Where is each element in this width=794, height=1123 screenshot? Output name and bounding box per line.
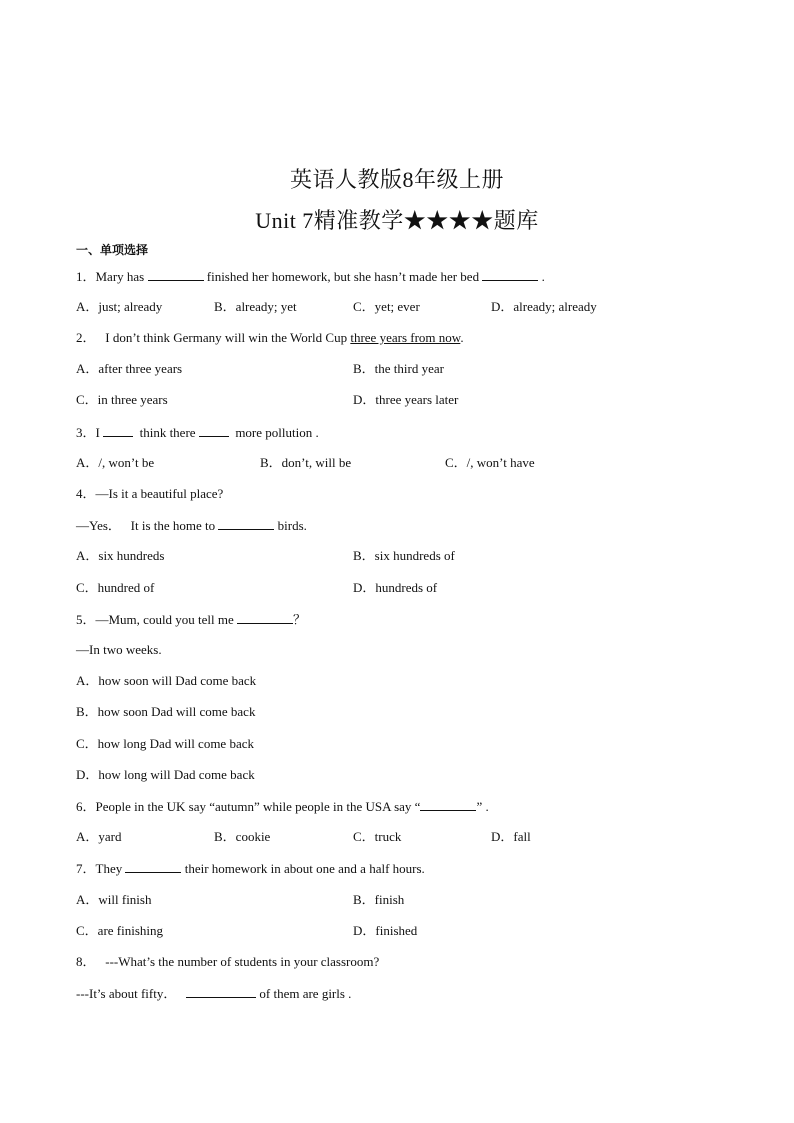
underlined-phrase: three years from now: [350, 330, 461, 345]
question-1-option-a: A．just; already: [76, 299, 163, 314]
document-subtitle: Unit 7精准教学★★★★题库: [255, 208, 539, 233]
question-2-stem: [76, 330, 464, 346]
question-1-option-b: B．already; yet: [214, 299, 297, 314]
question-4-option-b: B．six hundreds of: [353, 548, 455, 563]
question-7-stem: [76, 860, 425, 877]
question-5-option-d: D．how long will Dad come back: [76, 767, 255, 782]
stem-text: —Yes． It is the home to: [76, 518, 219, 533]
question-5-option-c: C．how long Dad will come back: [76, 736, 254, 751]
question-7-option-c: C．are finishing: [76, 923, 164, 938]
question-6-stem: [76, 798, 489, 815]
question-1-stem: [76, 268, 545, 285]
stem-text: think there: [133, 425, 199, 440]
question-3-option-a: A．/, won’t be: [76, 455, 155, 470]
question-1-option-d: D．already; already: [491, 299, 597, 314]
section-heading: 一、单项选择: [76, 243, 149, 257]
question-4-option-d: D．hundreds of: [353, 580, 438, 595]
question-3-option-b: B．don’t, will be: [260, 455, 352, 470]
answer-blank: [186, 985, 256, 998]
stem-text: ” .: [476, 799, 489, 814]
stem-text: 5．—Mum, could you tell me: [76, 612, 238, 627]
question-2-option-c: C．in three years: [76, 392, 168, 407]
question-6-option-b: B．cookie: [214, 829, 271, 844]
answer-blank: [199, 424, 229, 437]
answer-blank: [420, 798, 476, 811]
question-4-option-a: A．six hundreds: [76, 548, 165, 563]
question-5-option-b: B．how soon Dad will come back: [76, 704, 256, 719]
stem-text: 7．They: [76, 861, 126, 876]
stem-text: .: [538, 269, 545, 284]
question-8-dialog: 8． ---What’s the number of students in your classroom?: [76, 954, 380, 969]
stem-text: .: [460, 330, 464, 345]
question-7-option-d: D．finished: [353, 923, 418, 938]
stem-text: their homework in about one and a half hours.: [181, 861, 425, 876]
stem-text: ---It’s about fifty．: [76, 986, 187, 1001]
stem-text: 2． I don’t think Germany will win the World Cup: [76, 330, 351, 345]
question-8-stem: [76, 985, 351, 1002]
answer-blank: [148, 268, 204, 281]
question-7-option-a: A．will finish: [76, 892, 152, 907]
stem-text: birds.: [274, 518, 307, 533]
question-2-option-d: D．three years later: [353, 392, 459, 407]
answer-blank: [125, 860, 181, 873]
answer-blank: [103, 424, 133, 437]
question-6-option-c: C．truck: [353, 829, 402, 844]
question-4-stem: [76, 517, 307, 534]
stem-text: ？: [293, 612, 307, 627]
answer-blank: [218, 517, 274, 530]
answer-blank: [237, 611, 293, 624]
stem-text: more pollution .: [228, 425, 319, 440]
question-6-option-d: D．fall: [491, 829, 531, 844]
question-7-option-b: B．finish: [353, 892, 405, 907]
question-4-dialog: 4．—Is it a beautiful place?: [76, 486, 224, 501]
question-3-option-c: C．/, won’t have: [445, 455, 535, 470]
stem-text: 1．Mary has: [76, 269, 148, 284]
stem-text: 6．People in the UK say “autumn” while people in the USA say “: [76, 799, 421, 814]
question-5-stem: [76, 611, 306, 628]
question-1-option-c: C．yet; ever: [353, 299, 420, 314]
answer-blank: [482, 268, 538, 281]
question-2-option-a: A．after three years: [76, 361, 183, 376]
question-5-dialog: —In two weeks.: [76, 642, 162, 657]
stem-text: finished her homework, but she hasn’t made her bed: [203, 269, 483, 284]
question-6-option-a: A．yard: [76, 829, 122, 844]
document-title: 英语人教版8年级上册: [289, 167, 504, 192]
question-4-option-c: C．hundred of: [76, 580, 155, 595]
stem-text: of them are girls .: [256, 986, 352, 1001]
question-2-option-b: B．the third year: [353, 361, 444, 376]
question-3-stem: [76, 424, 319, 441]
question-5-option-a: A．how soon will Dad come back: [76, 673, 257, 688]
stem-text: 3．I: [76, 425, 104, 440]
